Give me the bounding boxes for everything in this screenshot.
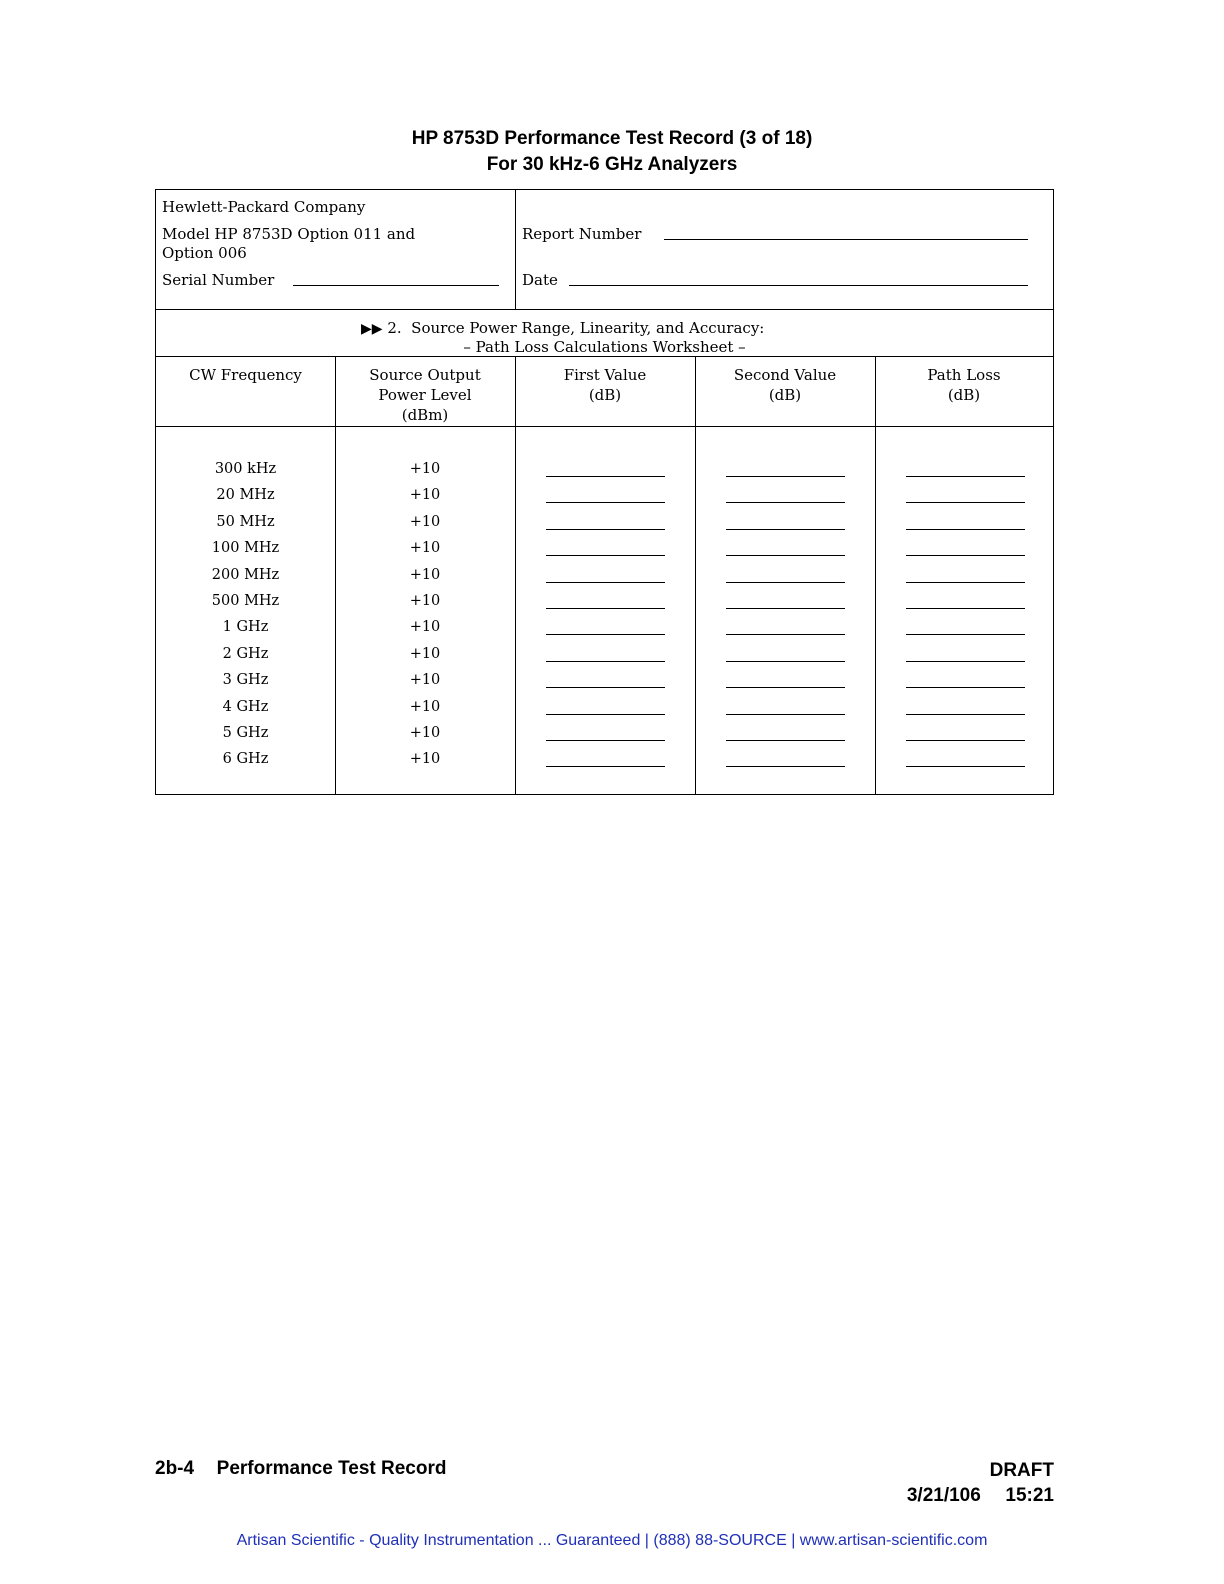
col-header-cw-frequency — [156, 365, 335, 385]
first-value-field[interactable] — [546, 555, 665, 556]
serial-number-field[interactable] — [293, 285, 499, 286]
second-value-field[interactable] — [726, 661, 845, 662]
col-header-second-line-1: Second Value — [733, 366, 837, 384]
table-row-frequency: 200 MHz — [211, 566, 280, 583]
section-title-line-1: 2. Source Power Range, Linearity, and Accuracy: — [387, 319, 765, 337]
table-row-power: +10 — [409, 487, 441, 504]
table-row-power: +10 — [409, 672, 441, 689]
table-row-frequency: 50 MHz — [216, 513, 275, 530]
col-header-loss-line-2: (dB) — [947, 386, 981, 404]
first-value-field[interactable] — [546, 476, 665, 477]
date-label: Date — [522, 271, 558, 289]
footer-date: 3/21/106 — [906, 1485, 981, 1506]
first-value-field[interactable] — [546, 714, 665, 715]
col-header-cw-frequency-text: CW Frequency — [189, 366, 302, 384]
col-header-path-loss — [875, 365, 1053, 405]
table-row-power: +10 — [409, 566, 441, 583]
second-value-field[interactable] — [726, 687, 845, 688]
col-header-source-output — [335, 365, 515, 425]
col-header-first-value — [515, 365, 695, 405]
model-line-1: Model HP 8753D Option 011 and — [162, 225, 416, 243]
date-field[interactable] — [569, 285, 1028, 286]
first-value-field[interactable] — [546, 740, 665, 741]
path-loss-field[interactable] — [906, 740, 1025, 741]
path-loss-field[interactable] — [906, 661, 1025, 662]
col-header-first-line-1: First Value — [563, 366, 647, 384]
table-row-frequency: 300 kHz — [214, 461, 277, 477]
report-number-label: Report Number — [522, 225, 642, 243]
col-header-second-line-2: (dB) — [768, 386, 802, 404]
second-value-field[interactable] — [726, 502, 845, 503]
path-loss-field[interactable] — [906, 555, 1025, 556]
second-value-field[interactable] — [726, 714, 845, 715]
second-value-field[interactable] — [726, 740, 845, 741]
title-line-1: HP 8753D Performance Test Record (3 of 18) — [411, 128, 813, 149]
col-header-loss-line-1: Path Loss — [927, 366, 1001, 384]
second-value-field[interactable] — [726, 766, 845, 767]
table-row-power: +10 — [409, 461, 441, 477]
table-row-frequency: 6 GHz — [222, 751, 269, 768]
table-row-power: +10 — [409, 725, 441, 741]
col-header-second-value — [695, 365, 875, 405]
second-value-field[interactable] — [726, 608, 845, 609]
col-header-source-line-1: Source Output — [369, 366, 481, 384]
table-row-power: +10 — [409, 513, 441, 530]
column-divider-3 — [695, 356, 696, 795]
test-record-table — [155, 189, 1054, 795]
col-header-first-line-2: (dB) — [588, 386, 622, 404]
page-footer-right — [907, 1458, 1054, 1508]
divider-header — [156, 426, 1053, 427]
first-value-field[interactable] — [546, 529, 665, 530]
page-number: 2b-4 — [155, 1458, 195, 1479]
second-value-field[interactable] — [726, 529, 845, 530]
draft-label: DRAFT — [989, 1460, 1054, 1481]
report-number-field[interactable] — [664, 239, 1028, 240]
page-footer-left — [155, 1458, 446, 1480]
table-row-frequency: 100 MHz — [211, 540, 280, 557]
path-loss-field[interactable] — [906, 687, 1025, 688]
path-loss-field[interactable] — [906, 476, 1025, 477]
table-row-power: +10 — [409, 645, 441, 662]
table-row-frequency: 5 GHz — [222, 725, 269, 741]
first-value-field[interactable] — [546, 661, 665, 662]
column-divider-2 — [515, 356, 516, 795]
info-column-divider — [515, 190, 516, 309]
path-loss-field[interactable] — [906, 714, 1025, 715]
first-value-field[interactable] — [546, 582, 665, 583]
col-header-source-line-2: Power Level — [378, 386, 472, 404]
first-value-field[interactable] — [546, 687, 665, 688]
path-loss-field[interactable] — [906, 502, 1025, 503]
divider-info — [156, 309, 1053, 310]
path-loss-field[interactable] — [906, 608, 1025, 609]
col-header-source-line-3: (dBm) — [401, 406, 449, 424]
first-value-field[interactable] — [546, 502, 665, 503]
second-value-field[interactable] — [726, 555, 845, 556]
column-divider-4 — [875, 356, 876, 795]
double-triangle-icon: ▶▶ — [361, 321, 383, 337]
table-row-frequency: 500 MHz — [211, 593, 280, 609]
table-row-power: +10 — [409, 698, 441, 715]
table-row-power: +10 — [409, 593, 441, 609]
page-title — [0, 126, 1224, 178]
path-loss-field[interactable] — [906, 582, 1025, 583]
table-row-frequency: 1 GHz — [222, 619, 269, 636]
footer-section-name: Performance Test Record — [216, 1458, 447, 1479]
first-value-field[interactable] — [546, 766, 665, 767]
company-name: Hewlett-Packard Company — [162, 198, 366, 216]
section-title-line-2: – Path Loss Calculations Worksheet – — [463, 338, 746, 356]
title-line-2: For 30 kHz-6 GHz Analyzers — [486, 154, 738, 175]
model-line-2: Option 006 — [162, 244, 247, 262]
second-value-field[interactable] — [726, 634, 845, 635]
table-row-power: +10 — [409, 619, 441, 636]
section-heading — [361, 318, 764, 339]
table-row-power: +10 — [409, 540, 441, 557]
table-row-frequency: 2 GHz — [222, 645, 269, 662]
first-value-field[interactable] — [546, 634, 665, 635]
table-row-power: +10 — [409, 751, 441, 768]
path-loss-field[interactable] — [906, 766, 1025, 767]
second-value-field[interactable] — [726, 582, 845, 583]
footer-time: 15:21 — [1005, 1485, 1054, 1506]
table-row-frequency: 4 GHz — [222, 698, 269, 715]
table-row-frequency: 20 MHz — [216, 487, 275, 504]
second-value-field[interactable] — [726, 476, 845, 477]
path-loss-field[interactable] — [906, 529, 1025, 530]
artisan-banner-link[interactable]: Artisan Scientific - Quality Instrumentation ... Guaranteed | (888) 88-SOURCE | www.artisan-scientific.com — [236, 1532, 988, 1549]
table-row-frequency: 3 GHz — [222, 672, 269, 689]
first-value-field[interactable] — [546, 608, 665, 609]
serial-number-label: Serial Number — [162, 271, 275, 289]
path-loss-field[interactable] — [906, 634, 1025, 635]
